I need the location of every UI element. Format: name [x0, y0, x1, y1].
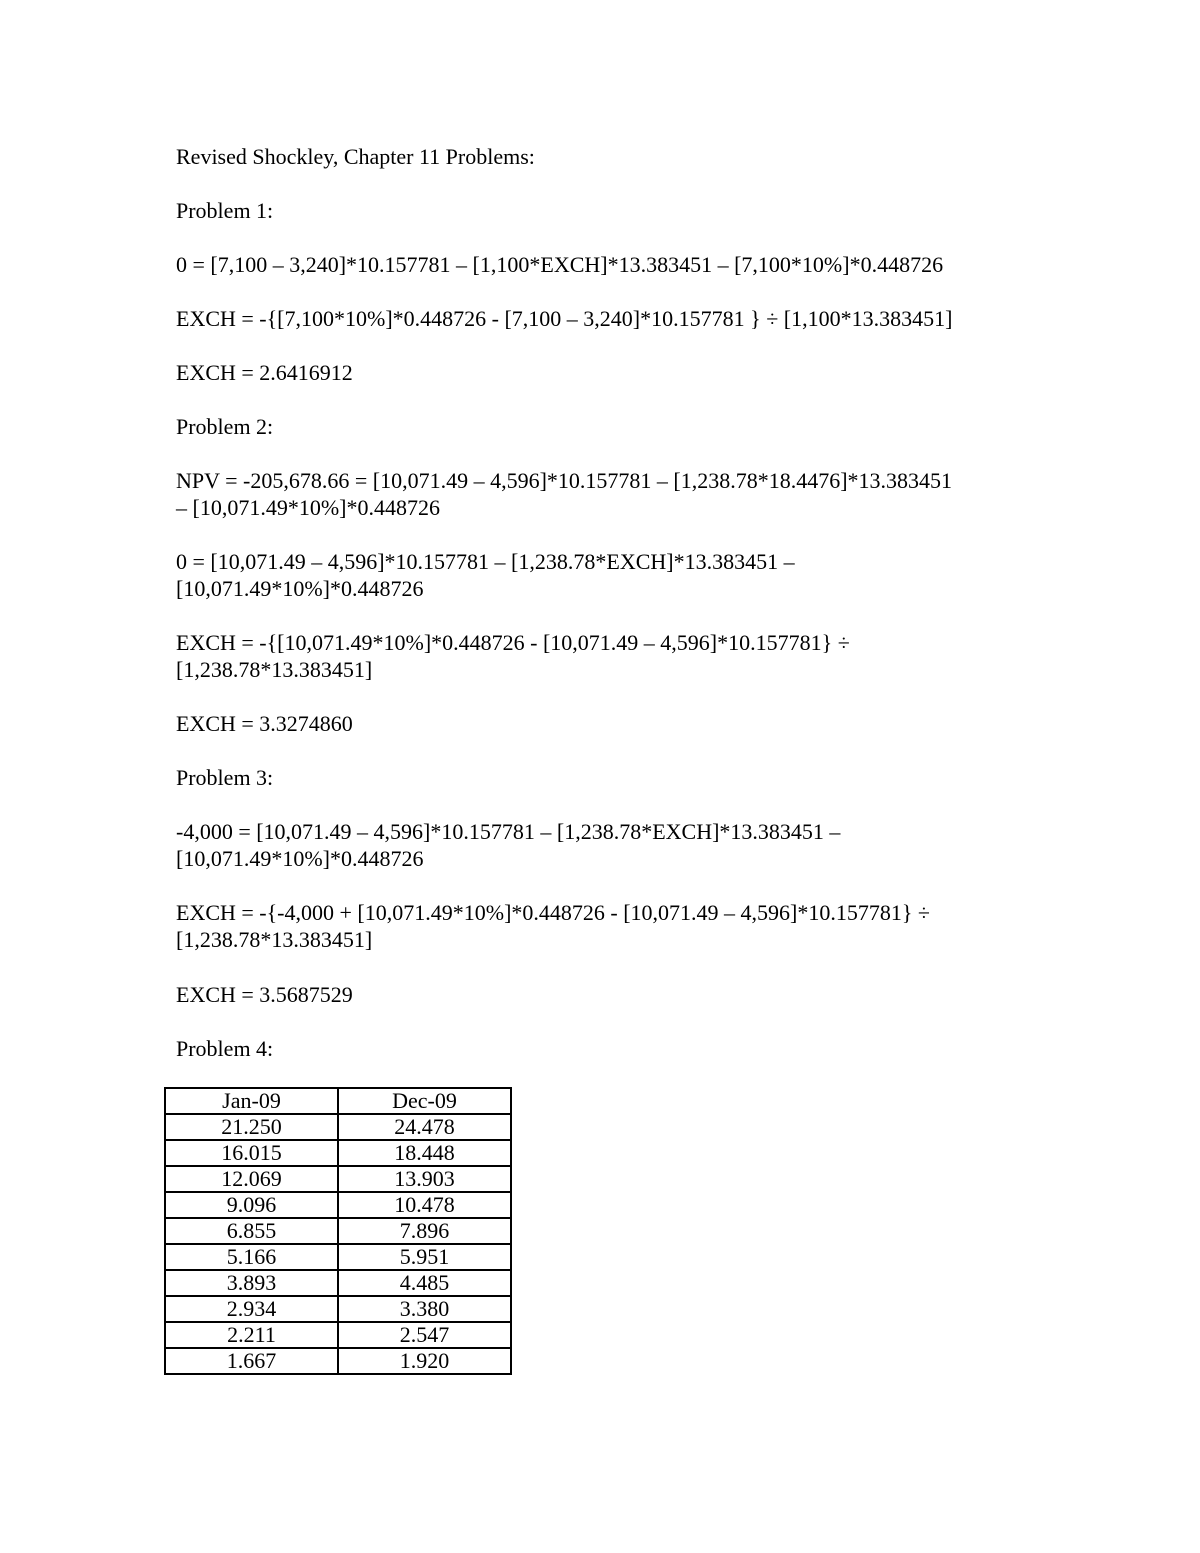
table-row — [165, 1296, 511, 1322]
table-cell-dec: 24.478 — [338, 1114, 511, 1140]
table-cell-dec: 18.448 — [338, 1140, 511, 1166]
problem-2-result: EXCH = 3.3274860 — [176, 711, 353, 736]
table-cell-jan: 1.667 — [165, 1348, 338, 1374]
table-row — [165, 1348, 511, 1374]
table-cell-dec: 5.951 — [338, 1244, 511, 1270]
problem-2-zero-equation-line-2: [10,071.49*10%]*0.448726 — [176, 576, 424, 601]
table-cell-jan: 16.015 — [165, 1140, 338, 1166]
table-row — [165, 1322, 511, 1348]
table-cell-dec: 7.896 — [338, 1218, 511, 1244]
problem-3-result: EXCH = 3.5687529 — [176, 982, 353, 1007]
table-cell-dec: 4.485 — [338, 1270, 511, 1296]
problem-2-npv-equation-line-2: – [10,071.49*10%]*0.448726 — [176, 495, 440, 520]
table-cell-dec: 13.903 — [338, 1166, 511, 1192]
table-cell-jan: 6.855 — [165, 1218, 338, 1244]
table-cell-jan: 2.211 — [165, 1322, 338, 1348]
problem-4-heading: Problem 4: — [176, 1036, 274, 1061]
table-cell-jan: 12.069 — [165, 1166, 338, 1192]
table-row — [165, 1114, 511, 1140]
table-row — [165, 1140, 511, 1166]
document-title: Revised Shockley, Chapter 11 Problems: — [176, 144, 535, 169]
problem-1-heading: Problem 1: — [176, 198, 274, 223]
problem-1-result: EXCH = 2.6416912 — [176, 360, 353, 385]
problem-3-equation-line-1: -4,000 = [10,071.49 – 4,596]*10.157781 – [1,238.78*EXCH]*13.383451 – — [176, 819, 841, 844]
table-cell-jan: 3.893 — [165, 1270, 338, 1296]
problem-3-exch-formula-line-1: EXCH = -{-4,000 + [10,071.49*10%]*0.448726 - [10,071.49 – 4,596]*10.157781} ÷ — [176, 900, 931, 925]
problem-2-exch-formula-line-2: [1,238.78*13.383451] — [176, 657, 373, 682]
problem-1-equation: 0 = [7,100 – 3,240]*10.157781 – [1,100*EXCH]*13.383451 – [7,100*10%]*0.448726 — [176, 252, 944, 277]
problem-2-npv-equation-line-1: NPV = -205,678.66 = [10,071.49 – 4,596]*10.157781 – [1,238.78*18.4476]*13.383451 — [176, 468, 953, 493]
table-cell-dec: 3.380 — [338, 1296, 511, 1322]
problem-3-heading: Problem 3: — [176, 765, 274, 790]
table-cell-dec: 1.920 — [338, 1348, 511, 1374]
table-row — [165, 1244, 511, 1270]
problem-2-exch-formula-line-1: EXCH = -{[10,071.49*10%]*0.448726 - [10,071.49 – 4,596]*10.157781} ÷ — [176, 630, 850, 655]
table-row — [165, 1270, 511, 1296]
table-row — [165, 1192, 511, 1218]
column-header-jan-09: Jan-09 — [165, 1088, 338, 1114]
table-cell-dec: 2.547 — [338, 1322, 511, 1348]
table-row — [165, 1218, 511, 1244]
table-cell-jan: 5.166 — [165, 1244, 338, 1270]
problem-3-exch-formula-line-2: [1,238.78*13.383451] — [176, 927, 373, 952]
problem-4-table — [164, 1087, 512, 1375]
table-cell-jan: 21.250 — [165, 1114, 338, 1140]
table-cell-dec: 10.478 — [338, 1192, 511, 1218]
column-header-dec-09: Dec-09 — [338, 1088, 511, 1114]
problem-2-heading: Problem 2: — [176, 414, 274, 439]
table-cell-jan: 2.934 — [165, 1296, 338, 1322]
table-cell-jan: 9.096 — [165, 1192, 338, 1218]
table-header-row — [165, 1088, 511, 1114]
problem-2-zero-equation-line-1: 0 = [10,071.49 – 4,596]*10.157781 – [1,238.78*EXCH]*13.383451 – — [176, 549, 795, 574]
problem-3-equation-line-2: [10,071.49*10%]*0.448726 — [176, 846, 424, 871]
table-row — [165, 1166, 511, 1192]
problem-1-exch-formula: EXCH = -{[7,100*10%]*0.448726 - [7,100 – 3,240]*10.157781 } ÷ [1,100*13.383451] — [176, 306, 953, 331]
